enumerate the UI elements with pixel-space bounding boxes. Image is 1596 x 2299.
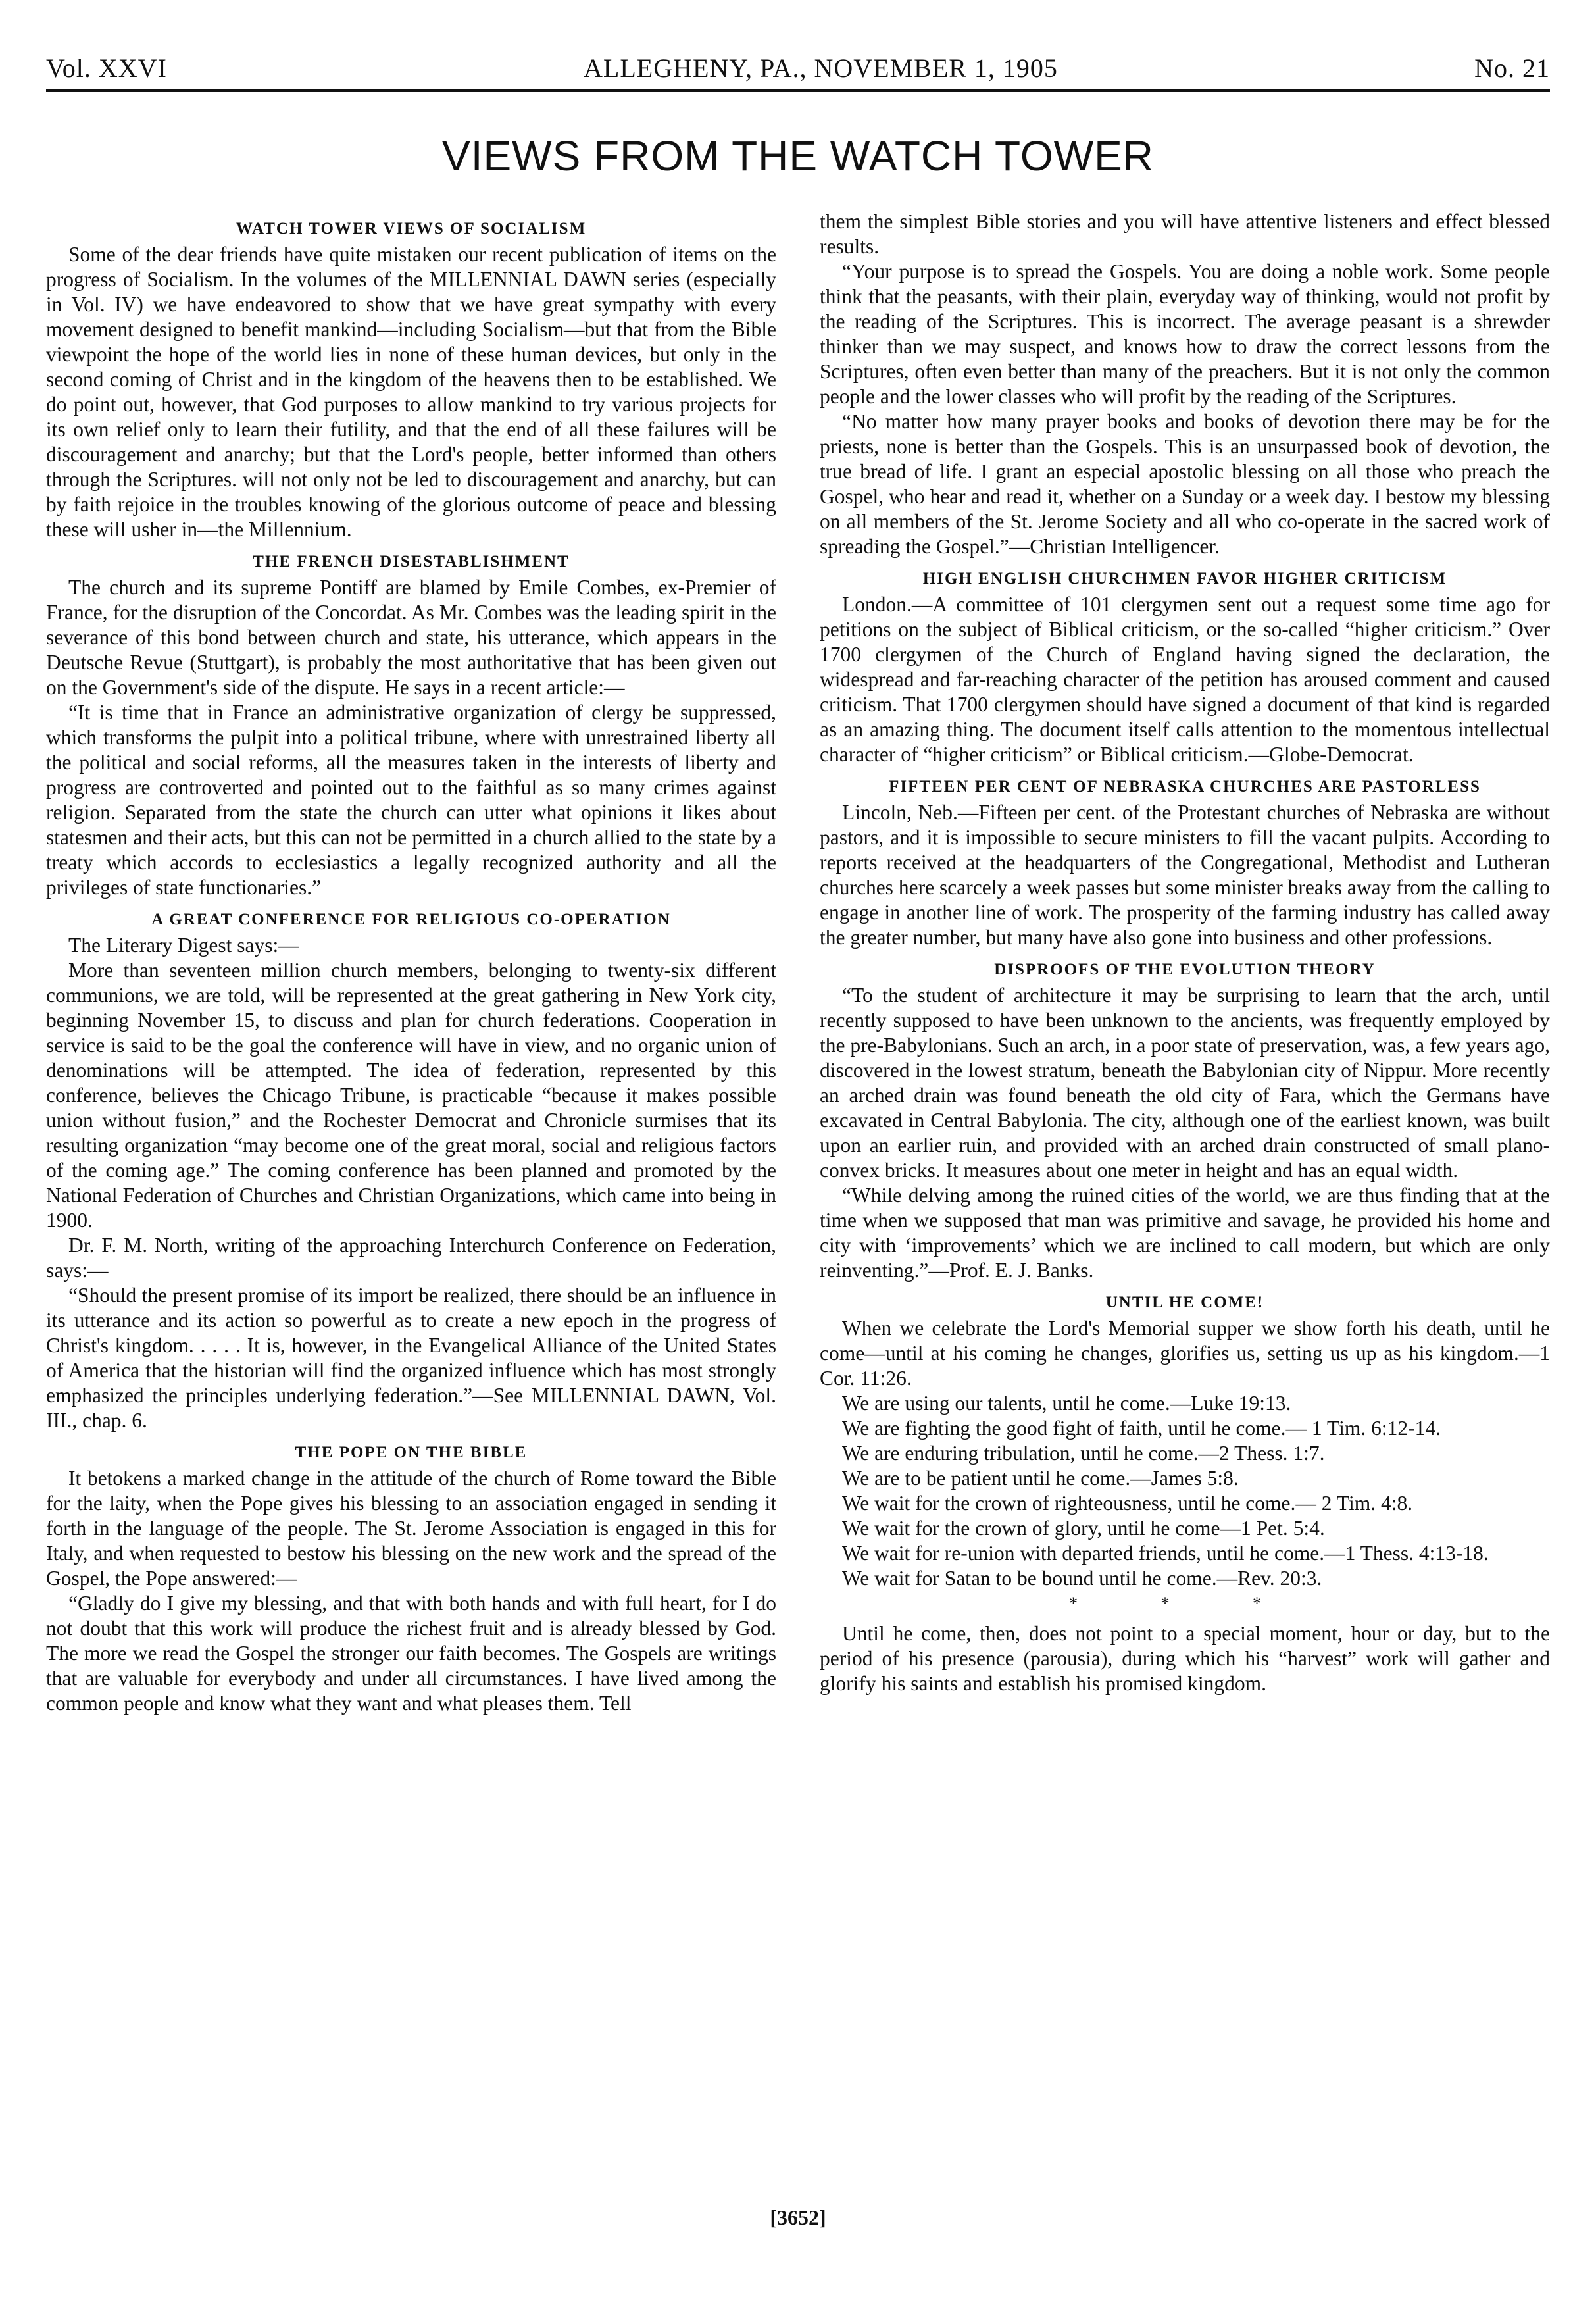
left-column (46, 209, 776, 1716)
dateline: ALLEGHENY, PA., NOVEMBER 1, 1905 (584, 53, 1058, 83)
paragraph: “Should the present promise of its import be realized, there should be an influence in its utterance and its action so powerful as to create a new epoch in the progress of Christ's kingdom. . . . . It is, however, in the Evangelical Alliance of the United States of America that the historian will find the organized influence which has most strongly emphasized the principles underlying federation.”—See MILLENNIAL DAWN, Vol. III., chap. 6. (46, 1284, 776, 1432)
section-heading: FIFTEEN PER CENT OF NEBRASKA CHURCHES ARE PASTORLESS (889, 778, 1481, 796)
closing-paragraph: Until he come, then, does not point to a special moment, hour or day, but to the period of his presence (parousia), during which his “harvest” work will gather and glorify his saints and establish his promised kingdom. (820, 1622, 1550, 1695)
right-column-sections (820, 209, 1550, 1591)
paragraph: We are using our talents, until he come.—Luke 19:13. (842, 1392, 1291, 1415)
section-heading: DISPROOFS OF THE EVOLUTION THEORY (994, 961, 1376, 978)
paragraph: The church and its supreme Pontiff are blamed by Emile Combes, ex-Premier of France, for the disruption of the Concordat. As Mr. Combes was the leading spirit in the severance of this bond between church and state, his utterance, which appears in the Deutsche Revue (Stuttgart), is probably the most authoritative that has been given out on the Government's side of the dispute. He says in a recent article:— (46, 576, 776, 699)
paragraph: We are fighting the good fight of faith, until he come.— 1 Tim. 6:12-14. (842, 1417, 1441, 1440)
paragraph: Lincoln, Neb.—Fifteen per cent. of the Protestant churches of Nebraska are without pastors, and it is impossible to secure ministers to fill the vacant pulpits. According to reports received at the headquarters of the Congregational, Methodist and Lutheran churches here scarcely a week passes but some minister breaks away from the calling to engage in another line of work. The prosperity of the farming industry has called away the greater number, but many have also gone into business and other professions. (820, 801, 1550, 949)
article-watch-tower-views-of-socialism (46, 220, 776, 542)
section-heading: THE POPE ON THE BIBLE (295, 1444, 528, 1461)
paragraph: The Literary Digest says:— (68, 934, 299, 957)
section-heading: WATCH TOWER VIEWS OF SOCIALISM (236, 220, 587, 238)
paragraph: “While delving among the ruined cities of the world, we are thus finding that at the time when we supposed that man was primitive and savage, he provided his home and city with ‘improvements’ which we are inclined to call modern, but which are only reinventing.”—Prof. E. J. Banks. (820, 1184, 1550, 1282)
paragraph: We wait for the crown of righteousness, until he come.— 2 Tim. 4:8. (842, 1492, 1413, 1515)
paragraph: We wait for re-union with departed friends, until he come.—1 Thess. 4:13-18. (842, 1542, 1489, 1565)
paragraph: “To the student of architecture it may be surprising to learn that the arch, until recently supposed to have been unknown to the ancients, was frequently employed by the pre-Babylonians. Such an arch, in a poor state of preservation, was, a few years ago, discovered in the lowest stratum, beneath the Babylonian city of Nippur. More recently an arched drain was found beneath the old city of Fara, which the Germans have excavated in Central Babylonia. The city, although one of the earliest known, was built upon an earlier ruin, and provided with an arched drain constructed of small plano-convex bricks. It measures about one meter in height and has an equal width. (820, 984, 1550, 1182)
article-high-english-churchmen-favor-higher-criticism (820, 570, 1550, 767)
paragraph: Dr. F. M. North, writing of the approaching Interchurch Conference on Federation, says:— (46, 1234, 776, 1282)
paragraph: “Gladly do I give my blessing, and that with both hands and with full heart, for I do not doubt that this work will produce the richest fruit and is already blessed by God. The more we read the Gospel the stronger our faith becomes. The Gospels are writings that are valuable for everybody and under all circumstances. I have lived among the common people and know what they want and what pleases them. Tell (46, 1592, 776, 1715)
section-heading: HIGH ENGLISH CHURCHMEN FAVOR HIGHER CRITICISM (922, 570, 1447, 588)
paragraph: We are enduring tribulation, until he come.—2 Thess. 1:7. (842, 1442, 1325, 1465)
article-a-great-conference-for-religious-co-operation (46, 911, 776, 1433)
paragraph: Some of the dear friends have quite mistaken our recent publication of items on the progress of Socialism. In the volumes of the MILLENNIAL DAWN series (especially in Vol. IV) we have endeavored to show that we have great sympathy with every movement designed to benefit mankind—including Socialism—but that from the Bible viewpoint the hope of the world lies in none of these human devices, but only in the second coming of Christ and in the kingdom of the heavens then to be established. We do point out, however, that God purposes to allow mankind to try various projects for its own relief only to learn their futility, and that the end of all these failures will be discouragement and anarchy; but that the Lord's people, better informed than others through the Scriptures. will not only not be led to discouragement and anarchy, but can by faith rejoice in the troubles knowing of the glorious outcome of peace and blessing these will usher in—the Millennium. (46, 243, 776, 541)
article-the-pope-on-the-bible (46, 1444, 776, 1716)
article-continued (820, 209, 1550, 559)
page-folio: [3652] (770, 2206, 826, 2229)
article-the-french-disestablishment (46, 553, 776, 900)
paragraph: them the simplest Bible stories and you will have attentive listeners and effect blessed results. (820, 210, 1550, 258)
article-disproofs-of-the-evolution-theory (820, 961, 1550, 1283)
page-title: VIEWS FROM THE WATCH TOWER (442, 132, 1154, 180)
columns (46, 209, 1550, 1716)
paragraph: It betokens a marked change in the attitude of the church of Rome toward the Bible for the laity, when the Pope gives his blessing to an association engaged in sending it forth in the language of the people. The St. Jerome Association is engaged in this for Italy, and when requested to bestow his blessing on the new work and the spread of the Gospel, the Pope answered:— (46, 1467, 776, 1590)
volume-number: Vol. XXVI (46, 53, 167, 83)
paragraph: London.—A committee of 101 clergymen sent out a request some time ago for petitions on the subject of Biblical criticism, or the so-called “higher criticism.” Over 1700 clergymen of the Church of England having signed the declaration, the widespread and far-reaching character of the petition has aroused comment and caused criticism. That 1700 clergymen should have signed a document of that kind is regarded as an amazing thing. The document itself calls attention to the momentous intellectual character of “higher criticism” or Biblical criticism.—Globe-Democrat. (820, 593, 1550, 766)
paragraph: We wait for Satan to be bound until he come.—Rev. 20:3. (842, 1567, 1322, 1590)
paragraph: “Your purpose is to spread the Gospels. You are doing a noble work. Some people think that the peasants, with their plain, everyday way of thinking, would not profit by the reading of the Scriptures. This is incorrect. The average peasant is a shrewder thinker than we may suspect, and knows how to draw the correct lessons from the Scriptures, often even better than many of the preachers. But it is not only the common people and the lower classes who will profit by the reading of the Scriptures. (820, 260, 1550, 408)
paragraph: “It is time that in France an administrative organization of clergy be suppressed, which transforms the pulpit into a political tribune, where with unrestrained liberty all the political and social reforms, all the measures taken in the interests of liberty and progress are controverted and pointed out to the faithful as so many crimes against religion. Separated from the state the church can utter what opinions it likes about statesmen and their acts, but this can not be permitted in a church allied to the state by a treaty which accords to ecclesiastics a legally recognized authority and all the privileges of state functionaries.” (46, 701, 776, 899)
masthead (46, 53, 1550, 92)
section-heading: UNTIL HE COME! (1105, 1294, 1264, 1311)
paragraph: “No matter how many prayer books and books of devotion there may be for the priests, none is better than the Gospels. This is an unsurpassed book of devotion, the true bread of life. I grant an especial apostolic blessing on all those who preach the Gospel, who hear and read it, whether on a Sunday or a week day. I bestow my blessing on all members of the St. Jerome Society and all who co-operate in the sacred work of spreading the Gospel.”—Christian Intelligencer. (820, 410, 1550, 558)
article-until-he-come (820, 1294, 1550, 1591)
separator-stars: * * * (1069, 1594, 1301, 1613)
paragraph: When we celebrate the Lord's Memorial supper we show forth his death, until he come—until at his coming he changes, glorifies us, setting us up as his kingdom.—1 Cor. 11:26. (820, 1317, 1550, 1390)
issue-number: No. 21 (1474, 53, 1550, 83)
section-heading: THE FRENCH DISESTABLISHMENT (253, 553, 570, 570)
section-heading: A GREAT CONFERENCE FOR RELIGIOUS CO-OPERATION (151, 911, 671, 928)
paragraph: We wait for the crown of glory, until he come—1 Pet. 5:4. (842, 1517, 1325, 1540)
paragraph: We are to be patient until he come.—James 5:8. (842, 1467, 1239, 1490)
page (46, 53, 1550, 1716)
paragraph: More than seventeen million church members, belonging to twenty-six different communions, we are told, will be represented at the great gathering in New York city, beginning November 15, to discuss and plan for church federations. Cooperation in service is said to be the goal the conference will have in view, and no organic union of denominations will be attempted. The idea of federation, represented by this conference, believes the Chicago Tribune, is practicable “because it makes possible union without fusion,” and the Rochester Democrat and Chronicle surmises that its resulting organization “may become one of the great moral, social and religious factors of the coming age.” The coming conference has been planned and promoted by the National Federation of Churches and Christian Organizations, which came into being in 1900. (46, 959, 776, 1232)
right-column (820, 209, 1550, 1716)
article-fifteen-per-cent-of-nebraska-churches-are-pastorless (820, 778, 1550, 950)
